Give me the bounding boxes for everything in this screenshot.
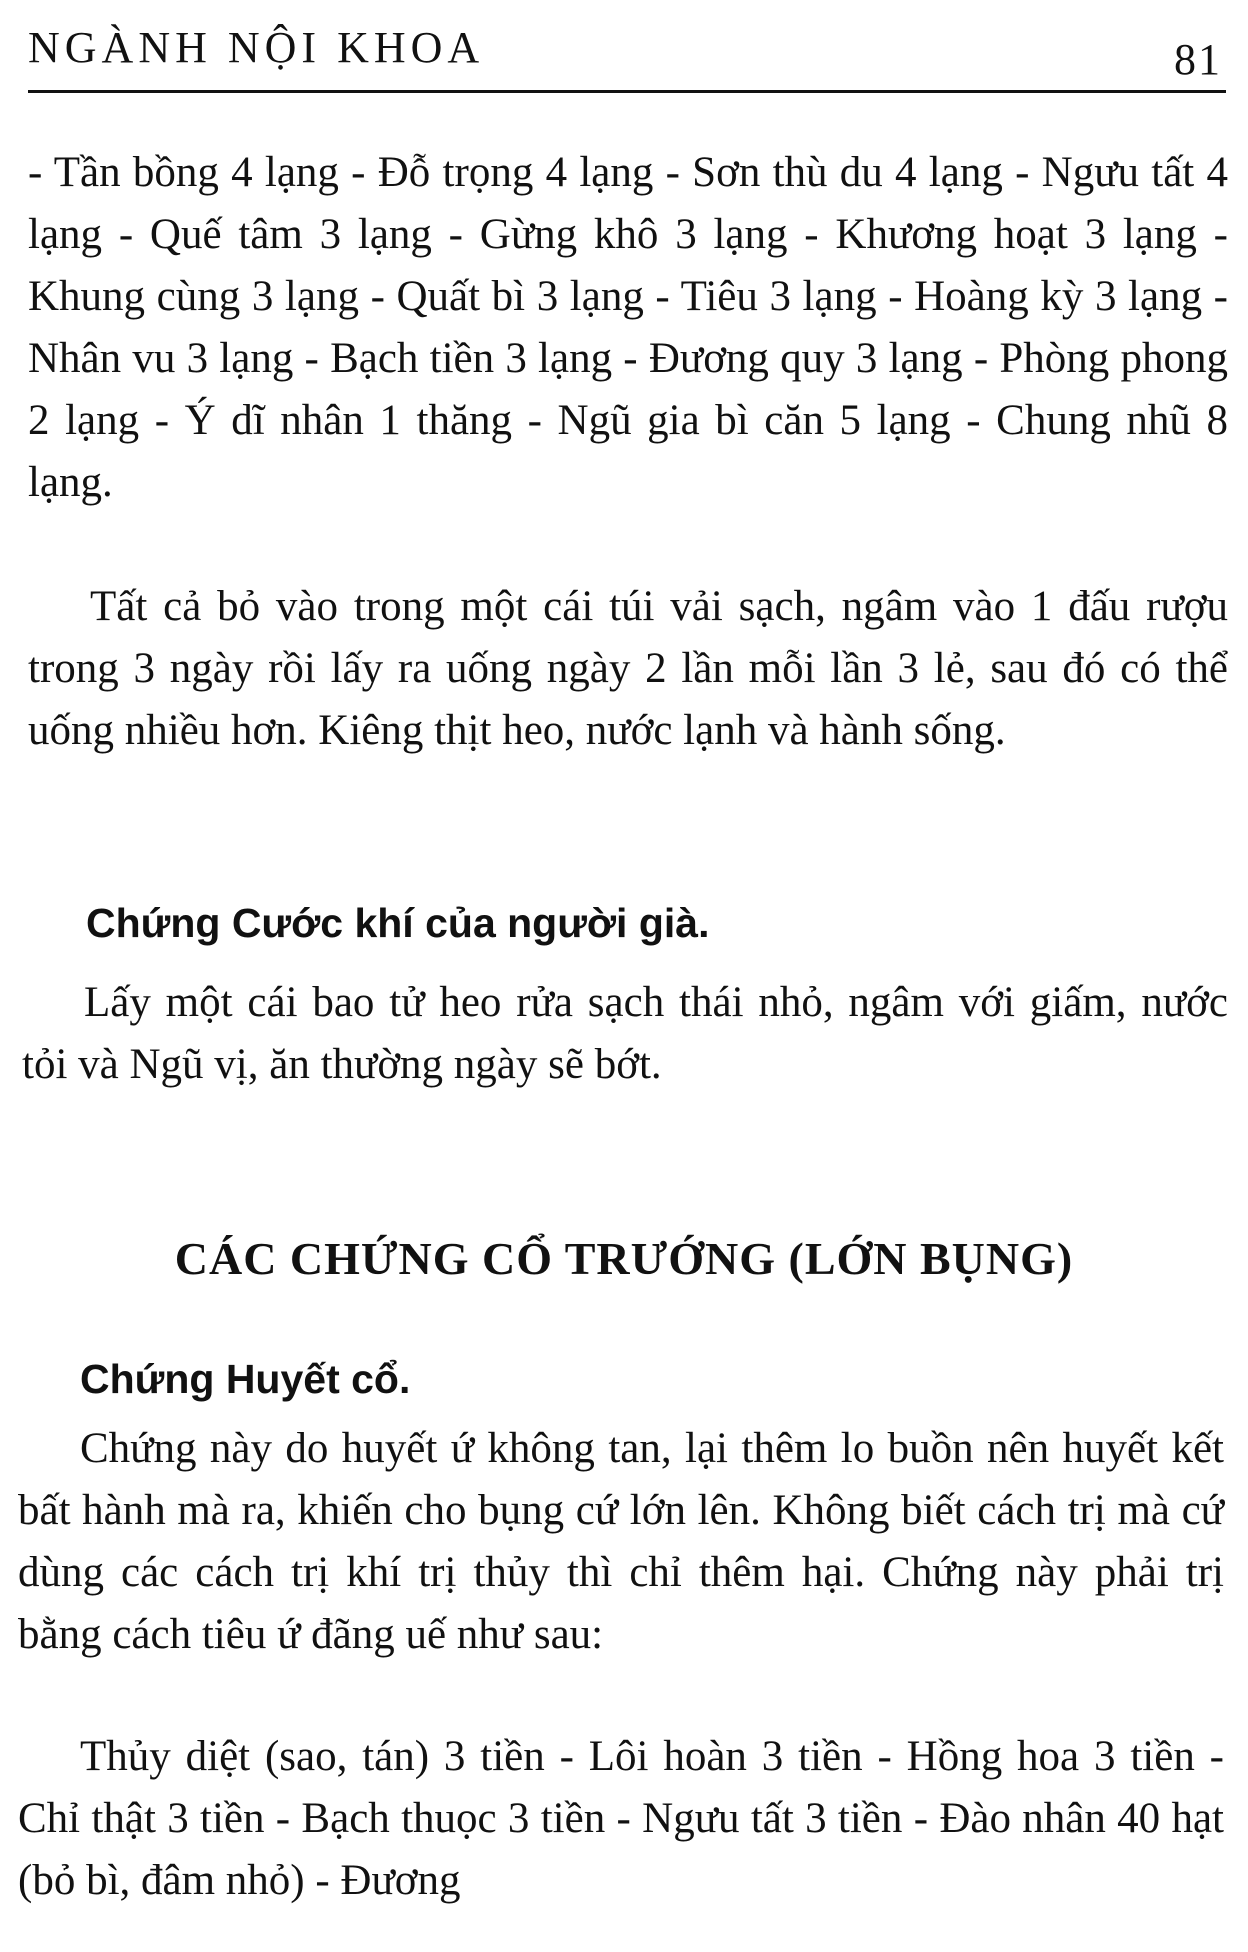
preparation-paragraph: Tất cả bỏ vào trong một cái túi vải sạch, ngâm vào 1 đấu rượu trong 3 ngày rồi lấy ra uống ngày 2 lần mỗi lần 3 lẻ, sau đó có thể uống nhiều hơn. Kiêng thịt heo, nước lạnh và hành sống. — [28, 583, 1228, 754]
running-header — [28, 10, 1226, 93]
section-body-elderly-beriberi: Lấy một cái bao tử heo rửa sạch thái nhỏ, ngâm với giấm, nước tỏi và Ngũ vị, ăn thường ngày sẽ bớt. — [22, 979, 1228, 1088]
page-number: 81 — [1174, 35, 1222, 84]
running-head: NGÀNH NỘI KHOA — [28, 23, 485, 72]
chapter-title: CÁC CHỨNG CỔ TRƯỚNG (LỚN BỤNG) — [174, 1233, 1074, 1284]
section-body-blood-ascites: Chứng này do huyết ứ không tan, lại thêm lo buồn nên huyết kết bất hành mà ra, khiến cho bụng cứ lớn lên. Không biết cách trị mà cứ dùng các cách trị khí trị thủy thì chỉ thêm hại. Chứng này phải trị bằng cách tiêu ứ đãng uế như sau: — [18, 1425, 1224, 1658]
section-heading-blood-ascites: Chứng Huyết cổ. — [80, 1356, 411, 1402]
section-heading-elderly-beriberi: Chứng Cước khí của người già. — [86, 900, 710, 946]
ingredient-list-paragraph: - Tần bồng 4 lạng - Đỗ trọng 4 lạng - Sơn thù du 4 lạng - Ngưu tất 4 lạng - Quế tâm 3 lạng - Gừng khô 3 lạng - Khương hoạt 3 lạng - Khung cùng 3 lạng - Quất bì 3 lạng - Tiêu 3 lạng - Hoàng kỳ 3 lạng - Nhân vu 3 lạng - Bạch tiền 3 lạng - Đương quy 3 lạng - Phòng phong 2 lạng - Ý dĩ nhân 1 thăng - Ngũ gia bì căn 5 lạng - Chung nhũ 8 lạng. — [28, 149, 1228, 506]
recipe-paragraph: Thủy diệt (sao, tán) 3 tiền - Lôi hoàn 3 tiền - Hồng hoa 3 tiền - Chỉ thật 3 tiền - Bạch thuọc 3 tiền - Ngưu tất 3 tiền - Đào nhân 40 hạt (bỏ bì, đâm nhỏ) - Đương — [18, 1733, 1224, 1904]
